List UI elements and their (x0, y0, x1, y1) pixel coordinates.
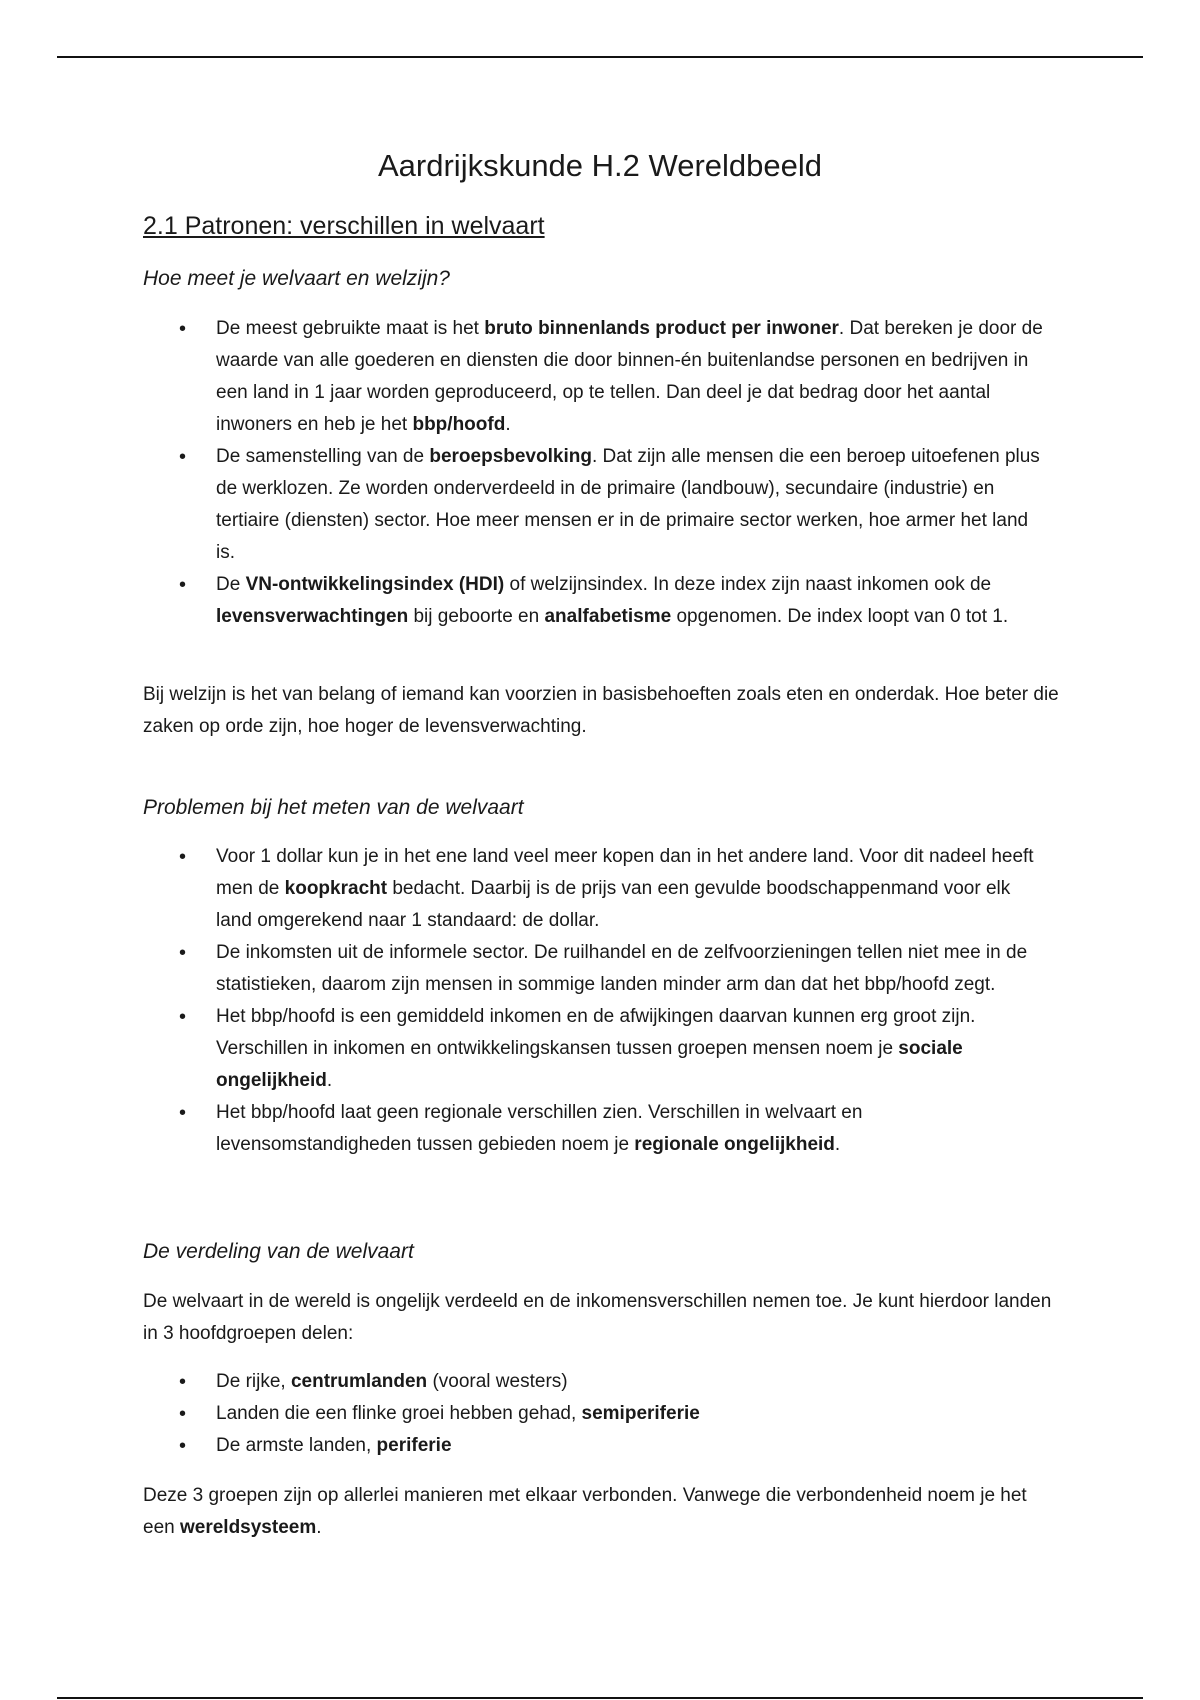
section-heading: 2.1 Patronen: verschillen in welvaart (143, 212, 545, 240)
list-item: • Het bbp/hoofd is een gemiddeld inkomen en de afwijkingen daarvan kunnen erg groot zijn. Verschillen in inkomen en ontwikkelingskansen tussen groepen mensen noem je sociale ongelijkheid. (143, 1001, 1043, 1097)
list-item: • De samenstelling van de beroepsbevolking. Dat zijn alle mensen die een beroep uitoefenen plus de werklozen. Ze worden onderverdeeld in de primaire (landbouw), secundaire (industrie) en tertiaire (diensten) sector. Hoe meer mensen er in de primaire sector werken, hoe armer het land is. (143, 441, 1043, 569)
paragraph-worldsystem: Deze 3 groepen zijn op allerlei manieren met elkaar verbonden. Vanwege die verbondenheid noem je het een wereldsysteem. (143, 1485, 1027, 1538)
bottom-rule (57, 1697, 1143, 1699)
top-rule (57, 56, 1143, 58)
groups-list (143, 1366, 1063, 1462)
list-item: • De armste landen, periferie (143, 1430, 1043, 1462)
list-item: • Voor 1 dollar kun je in het ene land veel meer kopen dan in het andere land. Voor dit nadeel heeft men de koopkracht bedacht. Daarbij is de prijs van een gevulde boodschappenmand voor elk land omgerekend naar 1 standaard: de dollar. (143, 841, 1043, 937)
list-item: • De VN-ontwikkelingsindex (HDI) of welzijnsindex. In deze index zijn naast inkomen ook de levensverwachtingen bij geboorte en analfabetisme opgenomen. De index loopt van 0 tot 1. (143, 569, 1043, 633)
paragraph-distribution: De welvaart in de wereld is ongelijk verdeeld en de inkomensverschillen nemen toe. Je kunt hierdoor landen in 3 hoofdgroepen delen: (143, 1291, 1052, 1344)
measure-list (143, 313, 1063, 633)
paragraph-welzijn: Bij welzijn is het van belang of iemand kan voorzien in basisbehoeften zoals eten en onderdak. Hoe beter die zaken op orde zijn, hoe hoger de levensverwachting. (143, 684, 1059, 737)
list-item: • Landen die een flinke groei hebben gehad, semiperiferie (143, 1398, 1043, 1430)
list-item: • De meest gebruikte maat is het bruto binnenlands product per inwoner. Dat bereken je door de waarde van alle goederen en diensten die door binnen-én buitenlandse personen en bedrijven in een land in 1 jaar worden geproduceerd, op te tellen. Dan deel je dat bedrag door het aantal inwoners en heb je het bbp/hoofd. (143, 313, 1043, 441)
list-item: • De rijke, centrumlanden (vooral westers) (143, 1366, 1043, 1398)
list-item: • Het bbp/hoofd laat geen regionale verschillen zien. Verschillen in welvaart en levensomstandigheden tussen gebieden noem je regionale ongelijkheid. (143, 1097, 1043, 1161)
page-title: Aardrijkskunde H.2 Wereldbeeld (378, 148, 822, 183)
subheading-measure: Hoe meet je welvaart en welzijn? (143, 267, 450, 290)
list-item: • De inkomsten uit de informele sector. De ruilhandel en de zelfvoorzieningen tellen niet mee in de statistieken, daarom zijn mensen in sommige landen minder arm dan dat het bbp/hoofd zegt. (143, 937, 1043, 1001)
subheading-problems: Problemen bij het meten van de welvaart (143, 796, 524, 819)
subheading-distribution: De verdeling van de welvaart (143, 1240, 414, 1263)
problems-list (143, 841, 1063, 1161)
